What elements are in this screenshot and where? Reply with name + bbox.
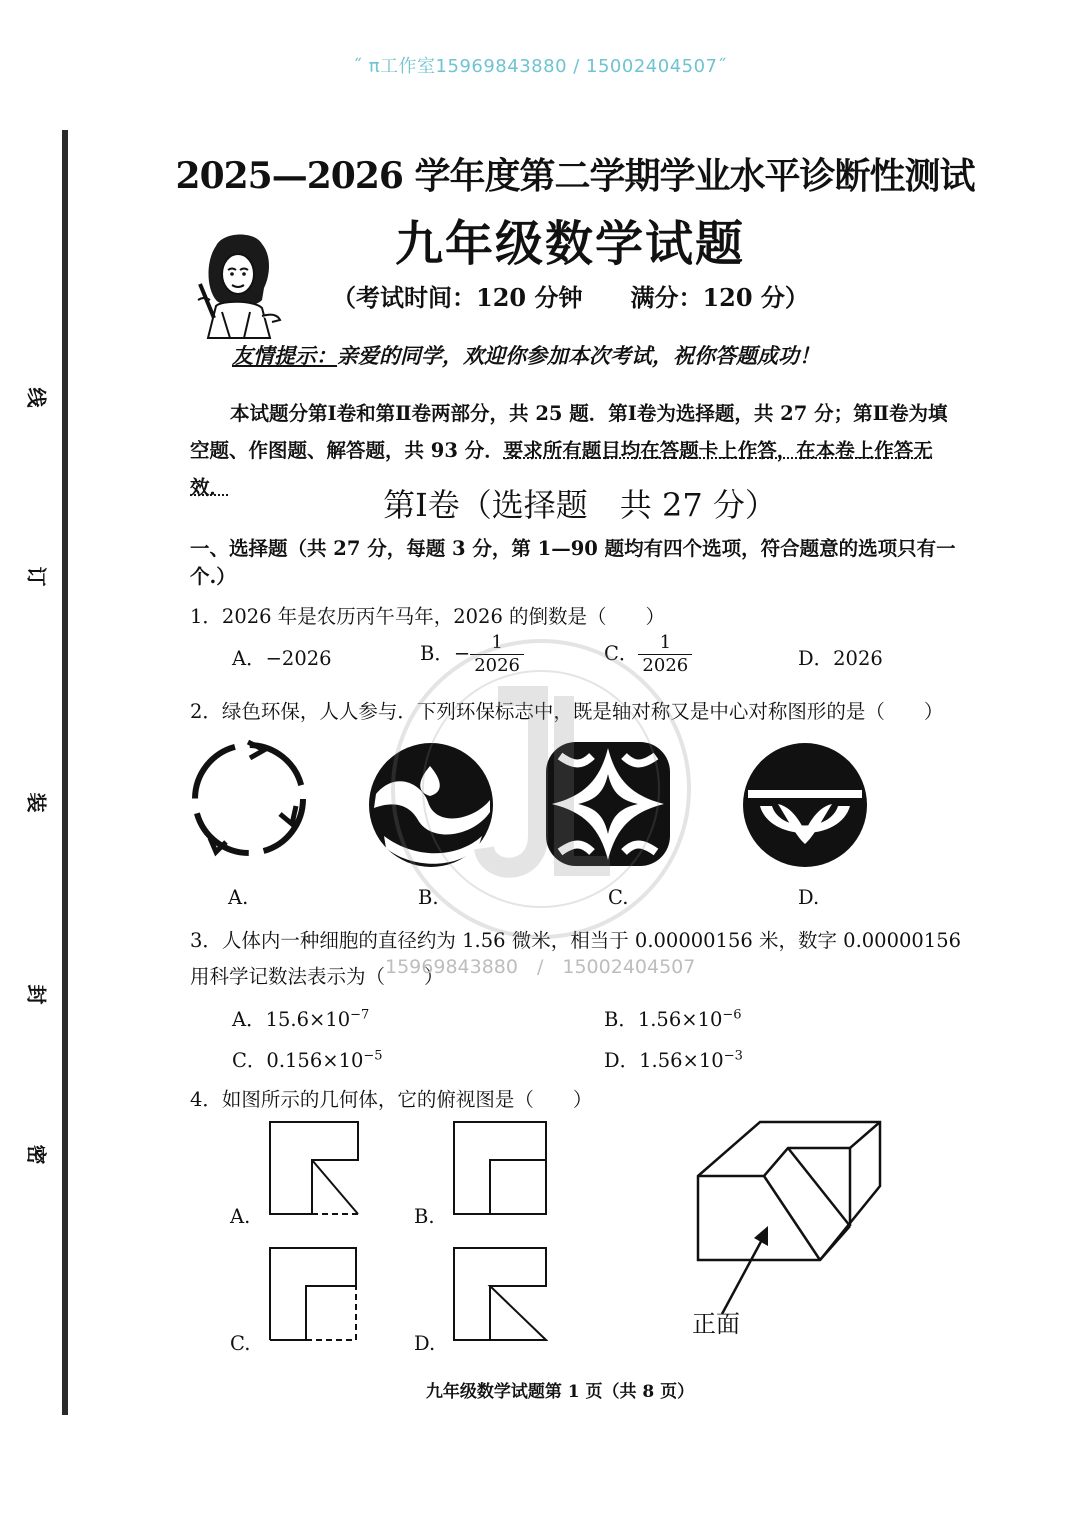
binding-line — [62, 130, 68, 1415]
q4-solid-figure — [690, 1118, 890, 1318]
q3-a-base: A．15.6×10 — [232, 1008, 351, 1031]
binding-char-line: 线 — [24, 387, 49, 408]
q2-option-d-label: D. — [798, 886, 820, 909]
page-footer: 九年级数学试题第 1 页（共 8 页） — [425, 1382, 695, 1402]
q4-option-c-view — [268, 1246, 362, 1344]
q2-option-a-label: A. — [228, 886, 249, 909]
header-watermark-note: ˝ π工作室15969843880 / 15002404507˝ — [352, 56, 727, 77]
q3-d-exponent: −3 — [723, 1048, 743, 1064]
q2-option-c-label: C. — [608, 886, 629, 909]
jl-watermark-seal — [388, 636, 694, 942]
q4-option-d-view — [452, 1246, 548, 1344]
q4-option-a-label: A. — [230, 1205, 251, 1228]
q1-option-b-sign: − — [453, 642, 471, 665]
question-3-stem: 3．人体内一种细胞的直径约为 1.56 微米，相当于 0.00000156 米，数字 0.00000156 用科学记数法表示为（ ） — [190, 929, 962, 988]
q3-option-c — [232, 1045, 383, 1073]
q4-option-b-view — [452, 1120, 548, 1218]
q3-option-a — [232, 1004, 369, 1032]
exam-time: （考试时间：120 分钟 — [332, 283, 583, 312]
question-2-stem: 2．绿色环保，人人参与．下列环保标志中，既是轴对称又是中心对称图形的是（ ） — [190, 700, 944, 723]
q1-b-numerator: 1 — [470, 632, 524, 655]
v-leaf-emblem-logo — [740, 740, 870, 870]
exam-title: 2025—2026 学年度第二学期学业水平诊断性测试 — [175, 155, 975, 197]
q1-option-a: A．−2026 — [232, 647, 332, 670]
q1-option-d: D．2026 — [798, 647, 883, 670]
q3-b-base: B．1.56×10 — [604, 1008, 723, 1031]
binding-char-order: 订 — [24, 566, 49, 587]
recycle-arrows-logo — [186, 736, 312, 862]
tip-text: 亲爱的同学，欢迎你参加本次考试，祝你答题成功！ — [337, 343, 820, 368]
section-title: 第Ⅰ卷（选择题 共 27 分） — [383, 486, 777, 524]
part-title: 一、选择题（共 27 分，每题 3 分，第 1—90 题均有四个选项，符合题意的选项只有一个.） — [190, 537, 956, 588]
q1-option-b-label: B． — [420, 642, 454, 665]
exam-subtitle: 九年级数学试题 — [394, 216, 745, 272]
q3-option-d — [604, 1045, 743, 1073]
instructions-emphasis: 要求所有题目均在答题卡上作答，在本卷上作答无效． — [190, 439, 933, 499]
instructions-text: 本试题分第Ⅰ卷和第Ⅱ卷两部分，共 25 题．第Ⅰ卷为选择题，共 27 分；第Ⅱ卷为填空题、作图题、解答题，共 93 分． — [190, 402, 948, 462]
q4-option-c-label: C. — [230, 1332, 251, 1355]
q2-option-b-label: B. — [418, 886, 439, 909]
q3-a-exponent: −7 — [350, 1007, 370, 1023]
watermark-phone-numbers: 15969843880 / 15002404507 — [385, 956, 696, 978]
q1-b-denominator: 2026 — [474, 655, 520, 676]
question-1-stem: 1．2026 年是农历丙午马年，2026 的倒数是（ ） — [190, 605, 666, 628]
q3-option-b — [604, 1004, 742, 1032]
q4-option-b-label: B. — [414, 1205, 435, 1228]
q1-c-numerator: 1 — [638, 632, 692, 655]
exam-full-score: 满分：120 分） — [630, 283, 809, 312]
q3-b-exponent: −6 — [722, 1007, 742, 1023]
question-4-stem: 4．如图所示的几何体，它的俯视图是（ ） — [190, 1088, 593, 1111]
front-label: 正面 — [692, 1310, 740, 1338]
binding-char-seal: 封 — [24, 984, 49, 1005]
binding-char-secret: 密 — [24, 1144, 49, 1165]
binding-char-bind: 装 — [24, 792, 49, 813]
q3-c-base: C．0.156×10 — [232, 1049, 364, 1072]
q4-option-d-label: D. — [414, 1332, 436, 1355]
q3-c-exponent: −5 — [363, 1048, 383, 1064]
q1-c-denominator: 2026 — [642, 655, 689, 676]
q4-option-a-view — [268, 1120, 362, 1218]
tip-label: 友情提示： — [232, 343, 337, 368]
friendly-tip — [232, 340, 820, 370]
q1-option-c-label: C． — [604, 642, 639, 665]
q3-d-base: D．1.56×10 — [604, 1049, 724, 1072]
exam-info — [332, 278, 809, 313]
cartoon-girl-illustration — [192, 230, 284, 342]
